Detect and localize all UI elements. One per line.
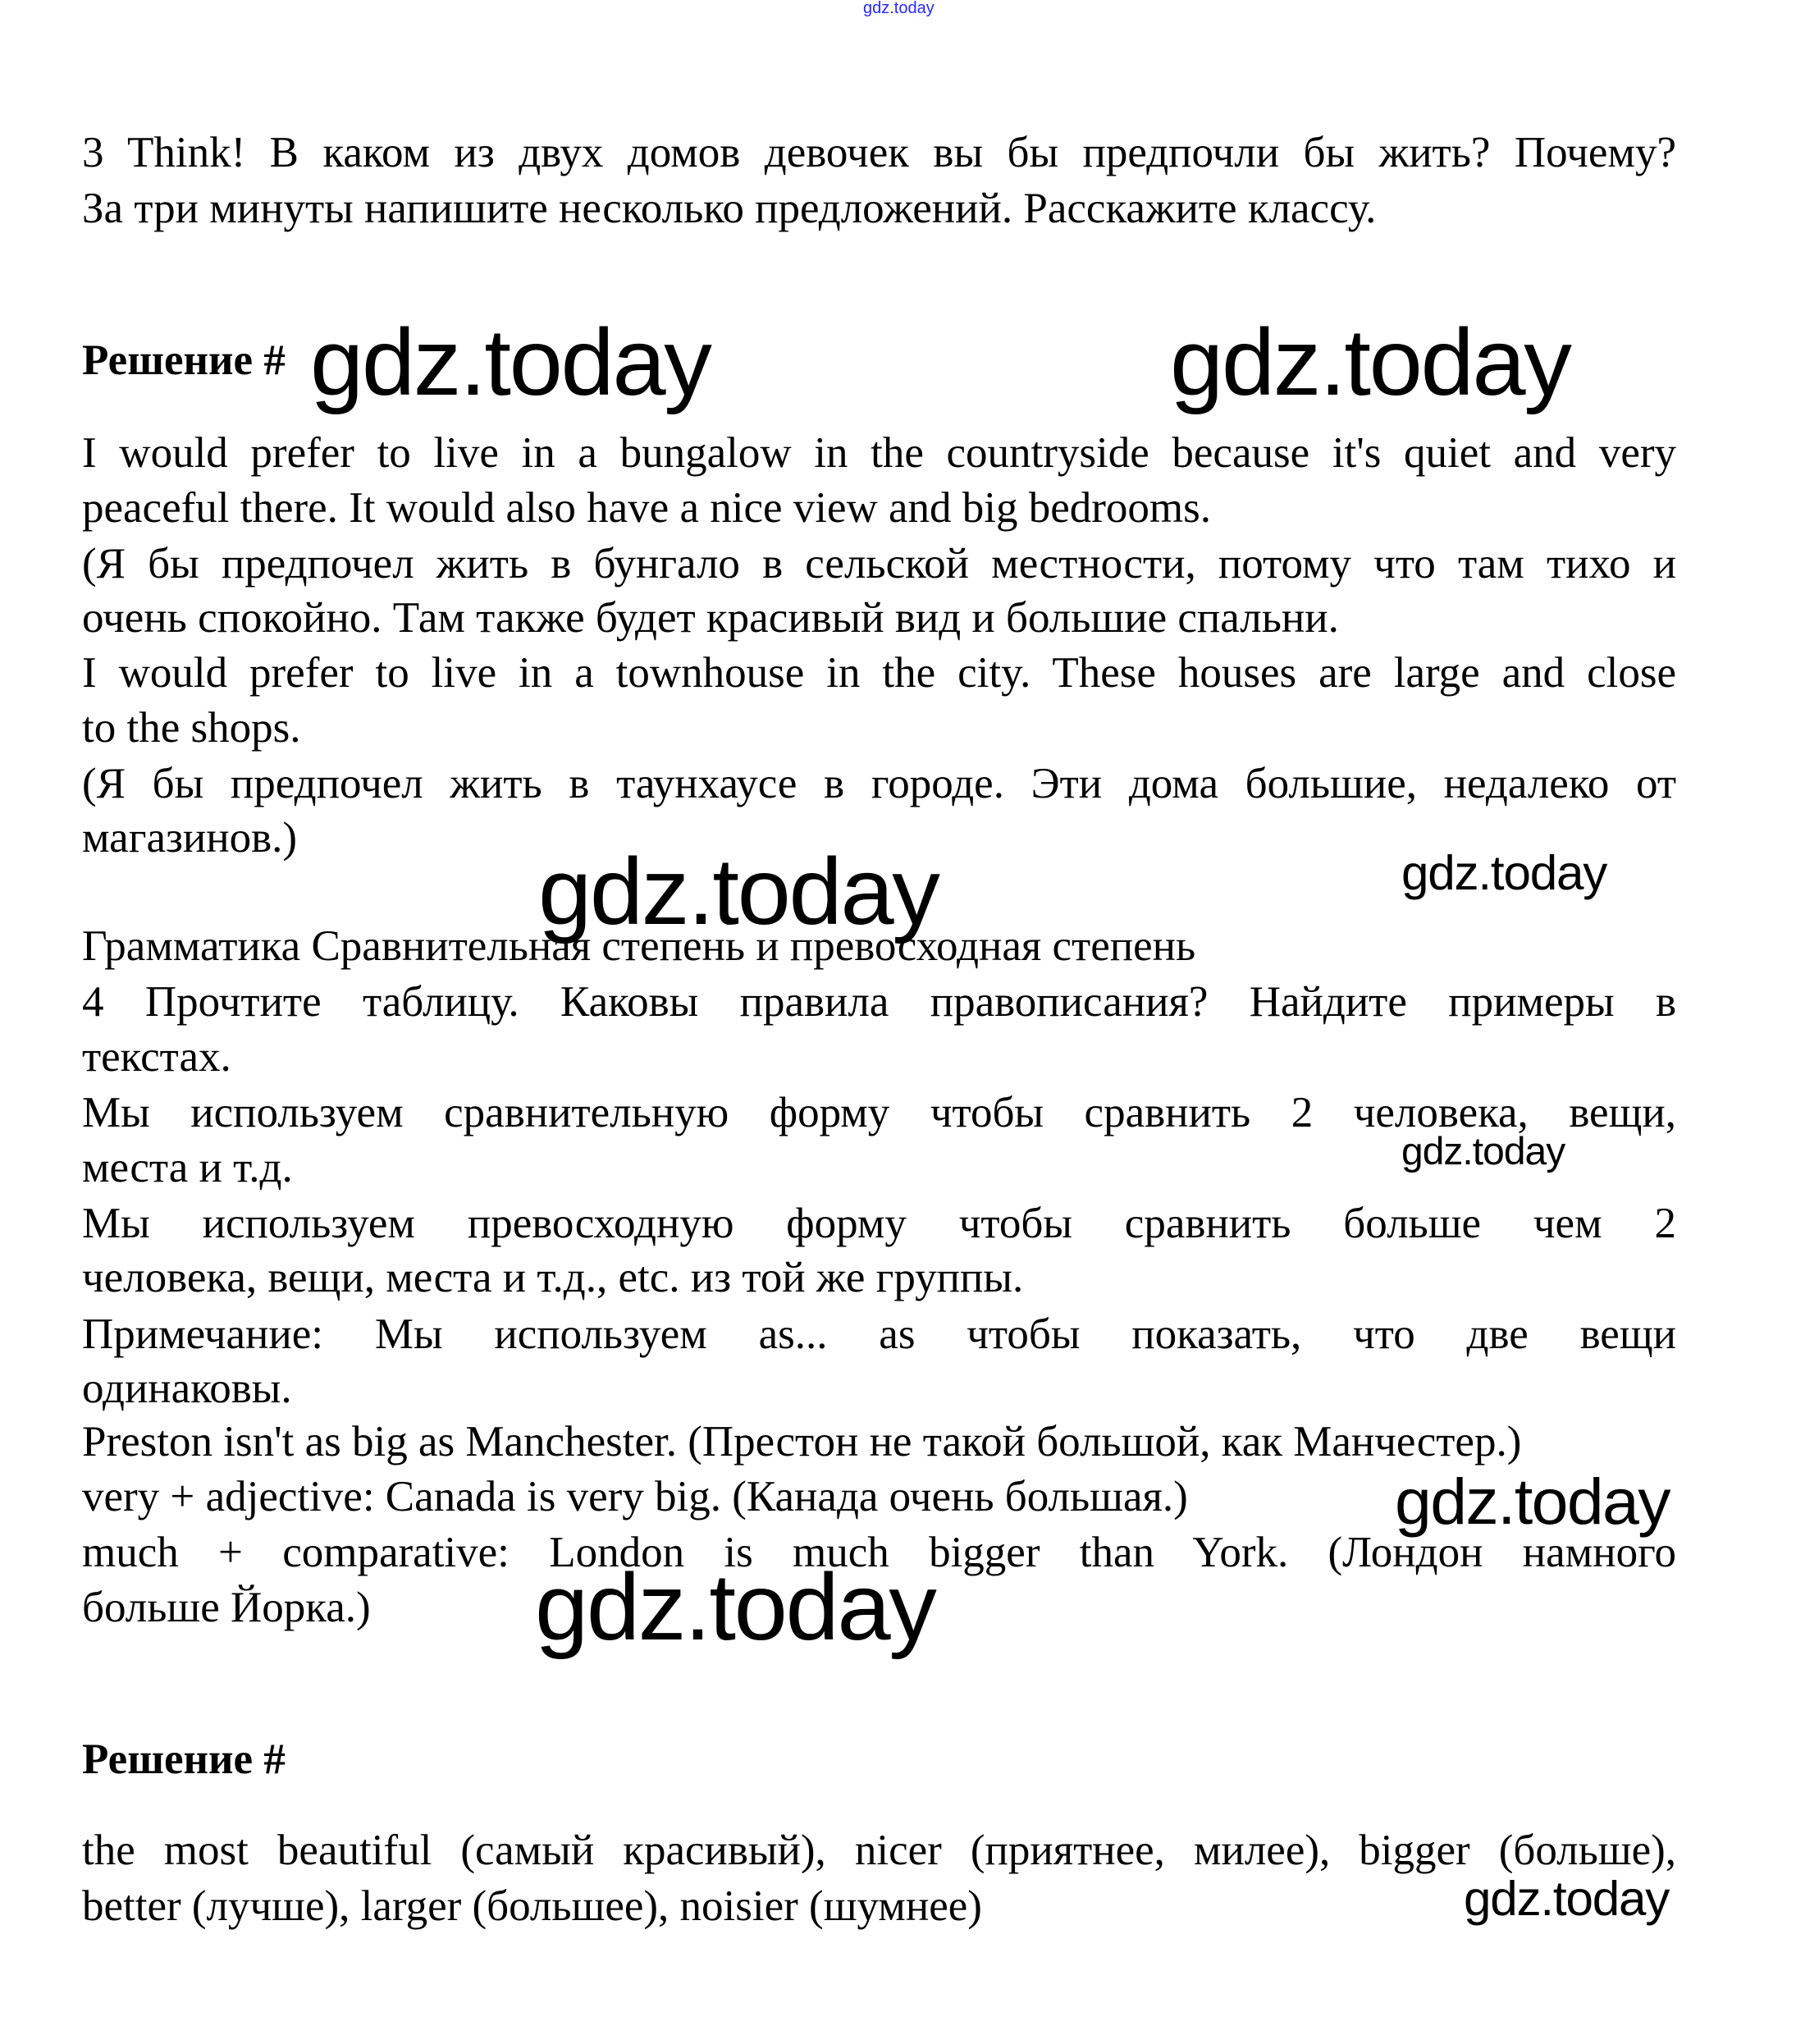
solution-line: (Я бы предпочел жить в бунгало в сельской местности, потому что там тихо и <box>82 540 1676 588</box>
grammar-line: одинаковы. <box>82 1365 292 1412</box>
grammar-line: Preston isn't as big as Manchester. (Престон не такой большой, как Манчестер.) <box>82 1418 1522 1466</box>
watermark: gdz.today <box>538 839 939 944</box>
watermark: gdz.today <box>1401 1129 1565 1173</box>
solution-heading: Решение # <box>82 1735 286 1783</box>
grammar-line: больше Йорка.) <box>82 1584 371 1631</box>
grammar-line: Грамматика Сравнительная степень и превосходная степень <box>82 922 1196 970</box>
solution-line: магазинов.) <box>82 814 298 862</box>
grammar-line: Примечание: Мы используем as... as чтобы показать, что две вещи <box>82 1310 1676 1358</box>
watermark: gdz.today <box>310 310 711 415</box>
solution-line: I would prefer to live in a bungalow in the countryside because it's quiet and very <box>82 429 1676 477</box>
grammar-line: very + adjective: Canada is very big. (Канада очень большая.) <box>82 1473 1188 1520</box>
solution-line: peaceful there. It would also have a nice view and big bedrooms. <box>82 484 1212 532</box>
grammar-line: текстах. <box>82 1033 231 1081</box>
grammar-line: much + comparative: London is much bigger than York. (Лондон намного <box>82 1529 1676 1576</box>
task-line: За три минуты напишите несколько предложений. Расскажите классу. <box>82 185 1377 232</box>
solution-line: to the shops. <box>82 704 301 752</box>
grammar-line: места и т.д. <box>82 1144 293 1191</box>
watermark: gdz.today <box>535 1555 935 1660</box>
watermark: gdz.today <box>1401 846 1607 900</box>
solution-line: better (лучше), larger (большее), noisier (шумнее) <box>82 1882 982 1930</box>
task-line: 3 Think! В каком из двух домов девочек вы бы предпочли бы жить? Почему? <box>82 129 1676 176</box>
solution-line: (Я бы предпочел жить в таунхаусе в городе. Эти дома большие, недалеко от <box>82 760 1676 807</box>
solution-line: очень спокойно. Там также будет красивый вид и большие спальни. <box>82 594 1339 642</box>
watermark: gdz.today <box>1170 310 1570 415</box>
grammar-line: 4 Прочтите таблицу. Каковы правила правописания? Найдите примеры в <box>82 978 1676 1026</box>
watermark: gdz.today <box>1464 1872 1670 1926</box>
solution-heading: Решение # <box>82 336 286 384</box>
watermark-top: gdz.today <box>863 0 935 17</box>
solution-line: the most beautiful (самый красивый), nicer (приятнее, милее), bigger (больше), <box>82 1827 1676 1874</box>
grammar-line: человека, вещи, места и т.д., etc. из той же группы. <box>82 1254 1024 1301</box>
grammar-line: Мы используем превосходную форму чтобы сравнить больше чем 2 <box>82 1200 1676 1247</box>
solution-line: I would prefer to live in a townhouse in the city. These houses are large and close <box>82 649 1676 697</box>
grammar-line: Мы используем сравнительную форму чтобы сравнить 2 человека, вещи, <box>82 1089 1676 1136</box>
watermark: gdz.today <box>1395 1465 1670 1538</box>
